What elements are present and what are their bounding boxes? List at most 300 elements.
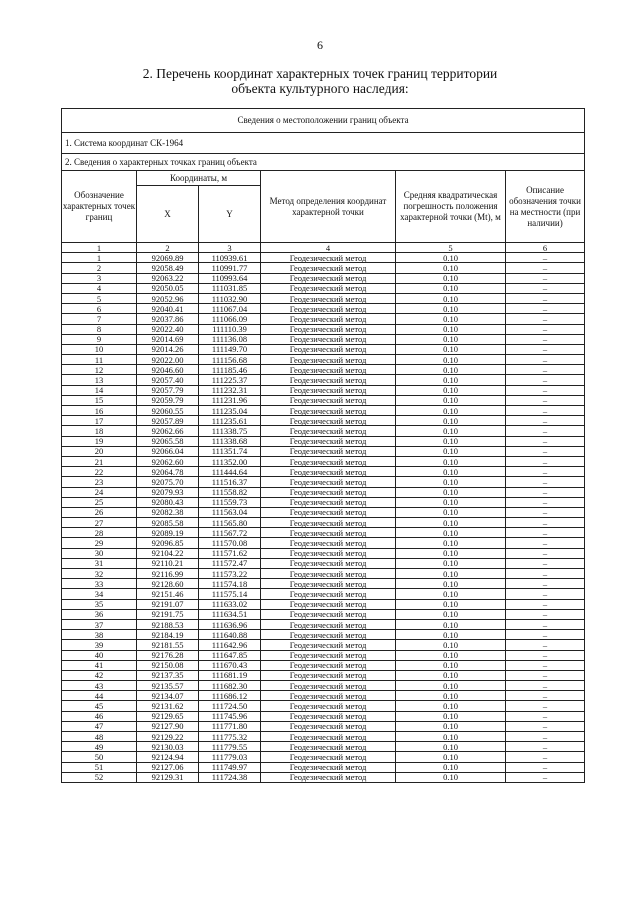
description-cell: – [506, 691, 585, 701]
table-row [62, 660, 585, 670]
x-coordinate-cell: 92057.89 [137, 416, 199, 426]
y-coordinate-cell: 111338.75 [199, 426, 261, 436]
x-coordinate-cell: 92062.60 [137, 456, 199, 466]
method-cell: Геодезический метод [261, 579, 396, 589]
y-coordinate-cell: 111642.96 [199, 640, 261, 650]
y-coordinate-cell: 111570.08 [199, 538, 261, 548]
table-row [62, 487, 585, 497]
error-cell: 0.10 [396, 253, 506, 263]
y-coordinate-cell: 111749.97 [199, 762, 261, 772]
column-number: 3 [199, 243, 261, 253]
coordinates-table [61, 108, 585, 783]
x-coordinate-cell: 92127.90 [137, 721, 199, 731]
error-cell: 0.10 [396, 436, 506, 446]
y-coordinate-cell: 111565.80 [199, 518, 261, 528]
x-coordinate-cell: 92104.22 [137, 548, 199, 558]
header-y: Y [199, 186, 261, 243]
method-cell: Геодезический метод [261, 273, 396, 283]
method-cell: Геодезический метод [261, 670, 396, 680]
y-coordinate-cell: 110939.61 [199, 253, 261, 263]
x-coordinate-cell: 92014.26 [137, 344, 199, 354]
point-number-cell: 28 [62, 528, 137, 538]
y-coordinate-cell: 111110.39 [199, 324, 261, 334]
error-cell: 0.10 [396, 691, 506, 701]
error-cell: 0.10 [396, 701, 506, 711]
x-coordinate-cell: 92075.70 [137, 477, 199, 487]
page-title-line-2: объекта культурного наследия: [231, 81, 409, 96]
point-number-cell: 7 [62, 314, 137, 324]
error-cell: 0.10 [396, 375, 506, 385]
y-coordinate-cell: 111185.46 [199, 365, 261, 375]
column-number-row [62, 243, 585, 253]
x-coordinate-cell: 92129.31 [137, 772, 199, 782]
table-row [62, 253, 585, 263]
x-coordinate-cell: 92188.53 [137, 619, 199, 629]
y-coordinate-cell: 111682.30 [199, 681, 261, 691]
column-number: 6 [506, 243, 585, 253]
description-cell: – [506, 681, 585, 691]
description-cell: – [506, 263, 585, 273]
description-cell: – [506, 385, 585, 395]
description-cell: – [506, 304, 585, 314]
point-number-cell: 51 [62, 762, 137, 772]
method-cell: Геодезический метод [261, 324, 396, 334]
x-coordinate-cell: 92110.21 [137, 558, 199, 568]
y-coordinate-cell: 111574.18 [199, 579, 261, 589]
header-description: Описание обозначения точки на местности (при наличии) [506, 171, 585, 243]
x-coordinate-cell: 92080.43 [137, 497, 199, 507]
error-cell: 0.10 [396, 304, 506, 314]
description-cell: – [506, 334, 585, 344]
table-row [62, 721, 585, 731]
point-number-cell: 21 [62, 456, 137, 466]
description-cell: – [506, 456, 585, 466]
description-cell: – [506, 589, 585, 599]
error-cell: 0.10 [396, 283, 506, 293]
table-row [62, 681, 585, 691]
error-cell: 0.10 [396, 762, 506, 772]
point-number-cell: 32 [62, 569, 137, 579]
method-cell: Геодезический метод [261, 487, 396, 497]
description-cell: – [506, 467, 585, 477]
y-coordinate-cell: 111775.32 [199, 732, 261, 742]
point-number-cell: 46 [62, 711, 137, 721]
table-row [62, 273, 585, 283]
point-number-cell: 39 [62, 640, 137, 650]
y-coordinate-cell: 111745.96 [199, 711, 261, 721]
column-number: 1 [62, 243, 137, 253]
point-number-cell: 17 [62, 416, 137, 426]
point-number-cell: 3 [62, 273, 137, 283]
table-row [62, 477, 585, 487]
y-coordinate-cell: 111634.51 [199, 609, 261, 619]
method-cell: Геодезический метод [261, 609, 396, 619]
x-coordinate-cell: 92124.94 [137, 752, 199, 762]
x-coordinate-cell: 92130.03 [137, 742, 199, 752]
table-row [62, 640, 585, 650]
point-number-cell: 10 [62, 344, 137, 354]
y-coordinate-cell: 111031.85 [199, 283, 261, 293]
x-coordinate-cell: 92135.57 [137, 681, 199, 691]
y-coordinate-cell: 111779.03 [199, 752, 261, 762]
method-cell: Геодезический метод [261, 548, 396, 558]
method-cell: Геодезический метод [261, 263, 396, 273]
y-coordinate-cell: 111338.68 [199, 436, 261, 446]
table-row [62, 589, 585, 599]
description-cell: – [506, 324, 585, 334]
point-number-cell: 38 [62, 630, 137, 640]
method-cell: Геодезический метод [261, 253, 396, 263]
error-cell: 0.10 [396, 681, 506, 691]
point-number-cell: 33 [62, 579, 137, 589]
error-cell: 0.10 [396, 497, 506, 507]
point-number-cell: 12 [62, 365, 137, 375]
x-coordinate-cell: 92176.28 [137, 650, 199, 660]
error-cell: 0.10 [396, 609, 506, 619]
table-row [62, 599, 585, 609]
method-cell: Геодезический метод [261, 752, 396, 762]
method-cell: Геодезический метод [261, 406, 396, 416]
x-coordinate-cell: 92131.62 [137, 701, 199, 711]
error-cell: 0.10 [396, 446, 506, 456]
error-cell: 0.10 [396, 416, 506, 426]
description-cell: – [506, 599, 585, 609]
table-row [62, 314, 585, 324]
error-cell: 0.10 [396, 456, 506, 466]
error-cell: 0.10 [396, 732, 506, 742]
x-coordinate-cell: 92057.79 [137, 385, 199, 395]
table-row [62, 426, 585, 436]
point-number-cell: 36 [62, 609, 137, 619]
point-number-cell: 27 [62, 518, 137, 528]
description-cell: – [506, 426, 585, 436]
description-cell: – [506, 721, 585, 731]
method-cell: Геодезический метод [261, 355, 396, 365]
y-coordinate-cell: 111352.00 [199, 456, 261, 466]
y-coordinate-cell: 111067.04 [199, 304, 261, 314]
error-cell: 0.10 [396, 538, 506, 548]
x-coordinate-cell: 92022.00 [137, 355, 199, 365]
x-coordinate-cell: 92069.89 [137, 253, 199, 263]
y-coordinate-cell: 111686.12 [199, 691, 261, 701]
error-cell: 0.10 [396, 518, 506, 528]
description-cell: – [506, 283, 585, 293]
description-cell: – [506, 446, 585, 456]
description-cell: – [506, 630, 585, 640]
description-cell: – [506, 558, 585, 568]
method-cell: Геодезический метод [261, 660, 396, 670]
point-number-cell: 6 [62, 304, 137, 314]
table-row [62, 497, 585, 507]
table-row [62, 548, 585, 558]
y-coordinate-cell: 111032.90 [199, 293, 261, 303]
method-cell: Геодезический метод [261, 304, 396, 314]
table-row [62, 558, 585, 568]
description-cell: – [506, 436, 585, 446]
point-number-cell: 44 [62, 691, 137, 701]
method-cell: Геодезический метод [261, 314, 396, 324]
y-coordinate-cell: 111231.96 [199, 395, 261, 405]
error-cell: 0.10 [396, 314, 506, 324]
method-cell: Геодезический метод [261, 619, 396, 629]
table-row [62, 630, 585, 640]
points-section-title: 2. Сведения о характерных точках границ объекта [62, 154, 585, 171]
method-cell: Геодезический метод [261, 334, 396, 344]
table-row [62, 609, 585, 619]
description-cell: – [506, 711, 585, 721]
x-coordinate-cell: 92037.86 [137, 314, 199, 324]
x-coordinate-cell: 92082.38 [137, 507, 199, 517]
method-cell: Геодезический метод [261, 477, 396, 487]
y-coordinate-cell: 111779.55 [199, 742, 261, 752]
y-coordinate-cell: 111066.09 [199, 314, 261, 324]
table-row [62, 395, 585, 405]
table-row [62, 538, 585, 548]
method-cell: Геодезический метод [261, 630, 396, 640]
error-cell: 0.10 [396, 558, 506, 568]
x-coordinate-cell: 92065.58 [137, 436, 199, 446]
point-number-cell: 5 [62, 293, 137, 303]
description-cell: – [506, 762, 585, 772]
point-number-cell: 24 [62, 487, 137, 497]
description-cell: – [506, 772, 585, 782]
table-row [62, 293, 585, 303]
description-cell: – [506, 670, 585, 680]
point-number-cell: 37 [62, 619, 137, 629]
point-number-cell: 29 [62, 538, 137, 548]
error-cell: 0.10 [396, 772, 506, 782]
method-cell: Геодезический метод [261, 426, 396, 436]
description-cell: – [506, 406, 585, 416]
table-row [62, 416, 585, 426]
header-designation: Обозначение характерных точек границ [62, 171, 137, 243]
description-cell: – [506, 640, 585, 650]
method-cell: Геодезический метод [261, 436, 396, 446]
point-number-cell: 52 [62, 772, 137, 782]
method-cell: Геодезический метод [261, 497, 396, 507]
method-cell: Геодезический метод [261, 416, 396, 426]
description-cell: – [506, 569, 585, 579]
x-coordinate-cell: 92150.08 [137, 660, 199, 670]
error-cell: 0.10 [396, 670, 506, 680]
method-cell: Геодезический метод [261, 569, 396, 579]
description-cell: – [506, 487, 585, 497]
point-number-cell: 14 [62, 385, 137, 395]
error-cell: 0.10 [396, 640, 506, 650]
table-row [62, 344, 585, 354]
error-cell: 0.10 [396, 742, 506, 752]
table-row [62, 263, 585, 273]
y-coordinate-cell: 111235.61 [199, 416, 261, 426]
x-coordinate-cell: 92057.40 [137, 375, 199, 385]
y-coordinate-cell: 111633.02 [199, 599, 261, 609]
point-number-cell: 11 [62, 355, 137, 365]
point-number-cell: 30 [62, 548, 137, 558]
error-cell: 0.10 [396, 467, 506, 477]
table-row [62, 456, 585, 466]
x-coordinate-cell: 92085.58 [137, 518, 199, 528]
table-row [62, 436, 585, 446]
table-row [62, 711, 585, 721]
point-number-cell: 45 [62, 701, 137, 711]
y-coordinate-cell: 110993.64 [199, 273, 261, 283]
table-row [62, 518, 585, 528]
description-cell: – [506, 548, 585, 558]
x-coordinate-cell: 92184.19 [137, 630, 199, 640]
description-cell: – [506, 293, 585, 303]
y-coordinate-cell: 111771.80 [199, 721, 261, 731]
point-number-cell: 4 [62, 283, 137, 293]
error-cell: 0.10 [396, 579, 506, 589]
error-cell: 0.10 [396, 324, 506, 334]
description-cell: – [506, 538, 585, 548]
table-row [62, 650, 585, 660]
point-number-cell: 41 [62, 660, 137, 670]
y-coordinate-cell: 111516.37 [199, 477, 261, 487]
table-row [62, 324, 585, 334]
description-cell: – [506, 355, 585, 365]
description-cell: – [506, 650, 585, 660]
error-cell: 0.10 [396, 548, 506, 558]
description-cell: – [506, 528, 585, 538]
point-number-cell: 50 [62, 752, 137, 762]
y-coordinate-cell: 111225.37 [199, 375, 261, 385]
x-coordinate-cell: 92046.60 [137, 365, 199, 375]
y-coordinate-cell: 111232.31 [199, 385, 261, 395]
point-number-cell: 26 [62, 507, 137, 517]
method-cell: Геодезический метод [261, 762, 396, 772]
y-coordinate-cell: 111149.70 [199, 344, 261, 354]
table-row [62, 385, 585, 395]
table-row [62, 365, 585, 375]
method-cell: Геодезический метод [261, 640, 396, 650]
method-cell: Геодезический метод [261, 283, 396, 293]
point-number-cell: 31 [62, 558, 137, 568]
description-cell: – [506, 619, 585, 629]
method-cell: Геодезический метод [261, 344, 396, 354]
y-coordinate-cell: 111575.14 [199, 589, 261, 599]
point-number-cell: 22 [62, 467, 137, 477]
error-cell: 0.10 [396, 426, 506, 436]
point-number-cell: 23 [62, 477, 137, 487]
x-coordinate-cell: 92052.96 [137, 293, 199, 303]
method-cell: Геодезический метод [261, 772, 396, 782]
y-coordinate-cell: 111351.74 [199, 446, 261, 456]
method-cell: Геодезический метод [261, 446, 396, 456]
x-coordinate-cell: 92059.79 [137, 395, 199, 405]
table-row [62, 507, 585, 517]
method-cell: Геодезический метод [261, 385, 396, 395]
error-cell: 0.10 [396, 721, 506, 731]
method-cell: Геодезический метод [261, 518, 396, 528]
error-cell: 0.10 [396, 355, 506, 365]
point-number-cell: 49 [62, 742, 137, 752]
header-coordinates: Координаты, м [137, 171, 261, 186]
method-cell: Геодезический метод [261, 711, 396, 721]
description-cell: – [506, 701, 585, 711]
description-cell: – [506, 395, 585, 405]
description-cell: – [506, 507, 585, 517]
x-coordinate-cell: 92127.06 [137, 762, 199, 772]
method-cell: Геодезический метод [261, 538, 396, 548]
x-coordinate-cell: 92129.22 [137, 732, 199, 742]
error-cell: 0.10 [396, 365, 506, 375]
table-row [62, 752, 585, 762]
header-x: X [137, 186, 199, 243]
error-cell: 0.10 [396, 599, 506, 609]
x-coordinate-cell: 92181.55 [137, 640, 199, 650]
description-cell: – [506, 344, 585, 354]
x-coordinate-cell: 92134.07 [137, 691, 199, 701]
description-cell: – [506, 416, 585, 426]
y-coordinate-cell: 111681.19 [199, 670, 261, 680]
description-cell: – [506, 518, 585, 528]
method-cell: Геодезический метод [261, 701, 396, 711]
error-cell: 0.10 [396, 263, 506, 273]
method-cell: Геодезический метод [261, 507, 396, 517]
point-number-cell: 20 [62, 446, 137, 456]
table-row [62, 355, 585, 365]
page-title-line-1: 2. Перечень координат характерных точек границ территории [142, 66, 498, 81]
x-coordinate-cell: 92128.60 [137, 579, 199, 589]
y-coordinate-cell: 111235.04 [199, 406, 261, 416]
description-cell: – [506, 477, 585, 487]
error-cell: 0.10 [396, 660, 506, 670]
description-cell: – [506, 273, 585, 283]
method-cell: Геодезический метод [261, 599, 396, 609]
x-coordinate-cell: 92058.49 [137, 263, 199, 273]
x-coordinate-cell: 92064.78 [137, 467, 199, 477]
error-cell: 0.10 [396, 487, 506, 497]
point-number-cell: 13 [62, 375, 137, 385]
method-cell: Геодезический метод [261, 558, 396, 568]
y-coordinate-cell: 111640.88 [199, 630, 261, 640]
y-coordinate-cell: 111670.43 [199, 660, 261, 670]
point-number-cell: 40 [62, 650, 137, 660]
method-cell: Геодезический метод [261, 691, 396, 701]
x-coordinate-cell: 92063.22 [137, 273, 199, 283]
table-row [62, 446, 585, 456]
y-coordinate-cell: 111558.82 [199, 487, 261, 497]
table-row [62, 375, 585, 385]
table-row [62, 670, 585, 680]
error-cell: 0.10 [396, 406, 506, 416]
description-cell: – [506, 732, 585, 742]
error-cell: 0.10 [396, 619, 506, 629]
table-row [62, 283, 585, 293]
method-cell: Геодезический метод [261, 681, 396, 691]
x-coordinate-cell: 92191.75 [137, 609, 199, 619]
point-number-cell: 15 [62, 395, 137, 405]
description-cell: – [506, 609, 585, 619]
method-cell: Геодезический метод [261, 732, 396, 742]
y-coordinate-cell: 111444.64 [199, 467, 261, 477]
y-coordinate-cell: 111572.47 [199, 558, 261, 568]
table-row [62, 619, 585, 629]
point-number-cell: 18 [62, 426, 137, 436]
x-coordinate-cell: 92096.85 [137, 538, 199, 548]
point-number-cell: 48 [62, 732, 137, 742]
error-cell: 0.10 [396, 293, 506, 303]
point-number-cell: 16 [62, 406, 137, 416]
method-cell: Геодезический метод [261, 395, 396, 405]
method-cell: Геодезический метод [261, 742, 396, 752]
x-coordinate-cell: 92014.69 [137, 334, 199, 344]
description-cell: – [506, 742, 585, 752]
description-cell: – [506, 579, 585, 589]
error-cell: 0.10 [396, 507, 506, 517]
y-coordinate-cell: 111647.85 [199, 650, 261, 660]
